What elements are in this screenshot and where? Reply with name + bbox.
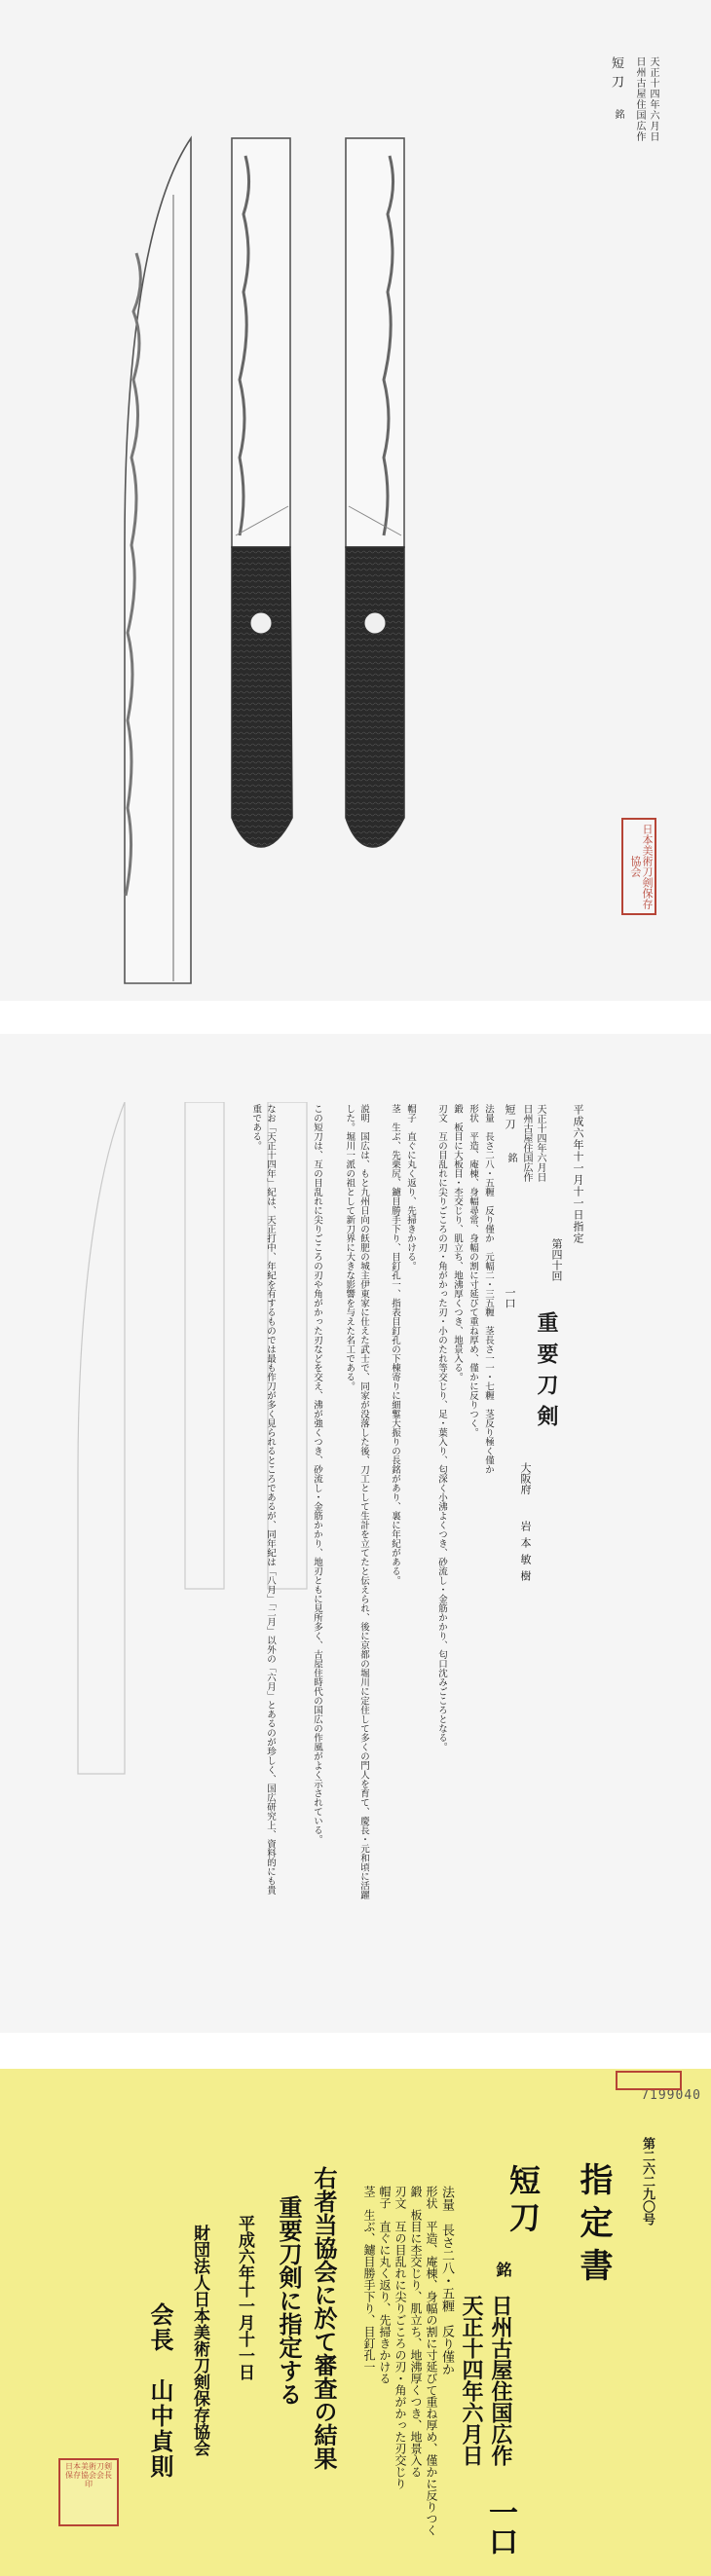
cert-serial-stamp: 7199040 bbox=[641, 2088, 701, 2103]
doc-paragraph-1: 法量 長さ二八・五糎 反り僅か 元幅二・三五糎 茎長さ一一・七糎 茎反り極く僅か bbox=[483, 1104, 494, 1474]
cert-count: 一口 bbox=[483, 2497, 517, 2556]
oshigata-mei-line1: 日州古屋住国広作 bbox=[634, 56, 645, 142]
doc-mei-label: 銘 bbox=[505, 1153, 516, 1162]
cert-type: 短刀 bbox=[505, 2164, 542, 2238]
cert-title: 指定書 bbox=[574, 2162, 613, 2291]
doc-heading: 重要刀剣 bbox=[534, 1311, 559, 1436]
cert-result-line2: 重要刀剣に指定する bbox=[275, 2195, 303, 2406]
doc-mei-line1: 日州古屋住国広作 bbox=[521, 1104, 532, 1182]
cert-mei-line2: 天正十四年六月日 bbox=[459, 2295, 484, 2466]
cert-detail-3: 鍛 板目に杢交じり、肌立ち、地沸厚くつき、地景入る bbox=[409, 2186, 423, 2478]
doc-session: 第四十回 bbox=[550, 1238, 563, 1281]
oshigata-type: 短刀 bbox=[609, 56, 623, 93]
document-faint-oshigata bbox=[39, 1102, 331, 1784]
cert-detail-1: 法量 長さ二八・五糎 反り僅か bbox=[439, 2186, 454, 2375]
doc-owner: 岩本敏樹 bbox=[519, 1521, 532, 1587]
oshigata-mei-line2: 天正十四年六月日 bbox=[648, 56, 658, 142]
cert-mei-line1: 日州古屋住国広作 bbox=[488, 2295, 513, 2466]
cert-chairman: 会長 山中貞則 bbox=[146, 2302, 174, 2480]
cert-result-line1: 右者当協会に於て審査の結果 bbox=[310, 2166, 338, 2470]
document-page bbox=[0, 1034, 711, 2033]
oshigata-red-seal: 日本美術刀剣保存協会 bbox=[621, 818, 656, 915]
oshigata-mei-label: 銘 bbox=[613, 109, 623, 119]
doc-item-type: 短刀 bbox=[504, 1104, 516, 1133]
doc-prefecture: 大阪府 bbox=[519, 1462, 532, 1494]
cert-detail-5: 帽子 直ぐに丸く返り、先掃きかける bbox=[378, 2186, 392, 2384]
doc-paragraph-6: 茎 生ぶ、先栗尻、鑢目勝手下り、目釘孔一、指表目釘孔の下棟寄りに細鏨大振りの長銘があり、裏に年紀がある。 bbox=[390, 1104, 400, 1585]
certificate-page bbox=[0, 2069, 711, 2576]
doc-paragraph-3: 鍛 板目に大板目・杢交じり、肌立ち、地沸厚くつき、地景入る。 bbox=[452, 1104, 463, 1381]
oshigata-page bbox=[0, 0, 711, 1001]
cert-detail-4: 刃文 互の目乱れに尖りごころの刃・角がかった刃交じり bbox=[393, 2186, 407, 2489]
doc-paragraph-7: 説明 国広は、もと九州日向の飫肥の城主伊東家に仕えた武士で、同家が没落した後、刀工として生計を立てたと伝えられ、後に京都の堀川に定住して多くの門人を育て、慶長・元和頃に活躍した。堀川一派の祖として新刀界に大きな影響を与えた名工である。 bbox=[344, 1104, 369, 1899]
cert-top-seal bbox=[616, 2071, 682, 2090]
doc-paragraph-8: この短刀は、互の目乱れに尖りごころの刃や角がかった刃などを交え、沸が強くつき、砂流し・金筋かかり、地刃ともに見所多く、古屋住時代の国広の作風がよく示されている。 bbox=[312, 1104, 322, 1844]
doc-paragraph-5: 帽子 直ぐに丸く返り、先掃きかける。 bbox=[405, 1104, 416, 1270]
cert-org: 財団法人日本美術刀剣保存協会 bbox=[190, 2225, 209, 2456]
cert-red-seal: 日本美術刀剣保存協会会長印 bbox=[58, 2458, 119, 2526]
doc-count: 一口 bbox=[504, 1287, 516, 1308]
cert-mei-label: 銘 bbox=[494, 2262, 512, 2277]
cert-date: 平成六年十一月十一日 bbox=[235, 2215, 254, 2380]
doc-mei-line2: 天正十四年六月日 bbox=[535, 1104, 545, 1182]
doc-paragraph-9: なお「天正十四年」紀は、天正打中、年紀を有するものでは最も作刀が多く見られるところであるが、同年紀は「八月」「二月」以外の「六月」とあるのが珍しく、国広研究上、資料的にも貴重である。 bbox=[250, 1104, 276, 1895]
doc-paragraph-2: 形状 平造、庵棟、身幅尋常、身幅の割に寸延びて重ね厚め、僅かに反りつく。 bbox=[468, 1104, 478, 1437]
doc-paragraph-4: 刃文 互の目乱れに尖りごころの刃・角がかった刃・小のたれ等交じり、足・葉入り、匂深く小沸よくつき、砂流し・金筋かかり、匂口沈みごころとなる。 bbox=[436, 1104, 447, 1751]
oshigata-drawing bbox=[0, 0, 711, 1001]
doc-date-line: 平成六年十一月十一日指定 bbox=[572, 1104, 584, 1244]
cert-detail-2: 形状 平造、庵棟、身幅の割に寸延びて重ね厚め、僅かに反りつく bbox=[425, 2186, 438, 2536]
cert-number: 第二六二九〇号 bbox=[640, 2137, 655, 2226]
cert-detail-6: 茎 生ぶ、鑢目勝手下り、目釘孔一 bbox=[362, 2186, 376, 2373]
